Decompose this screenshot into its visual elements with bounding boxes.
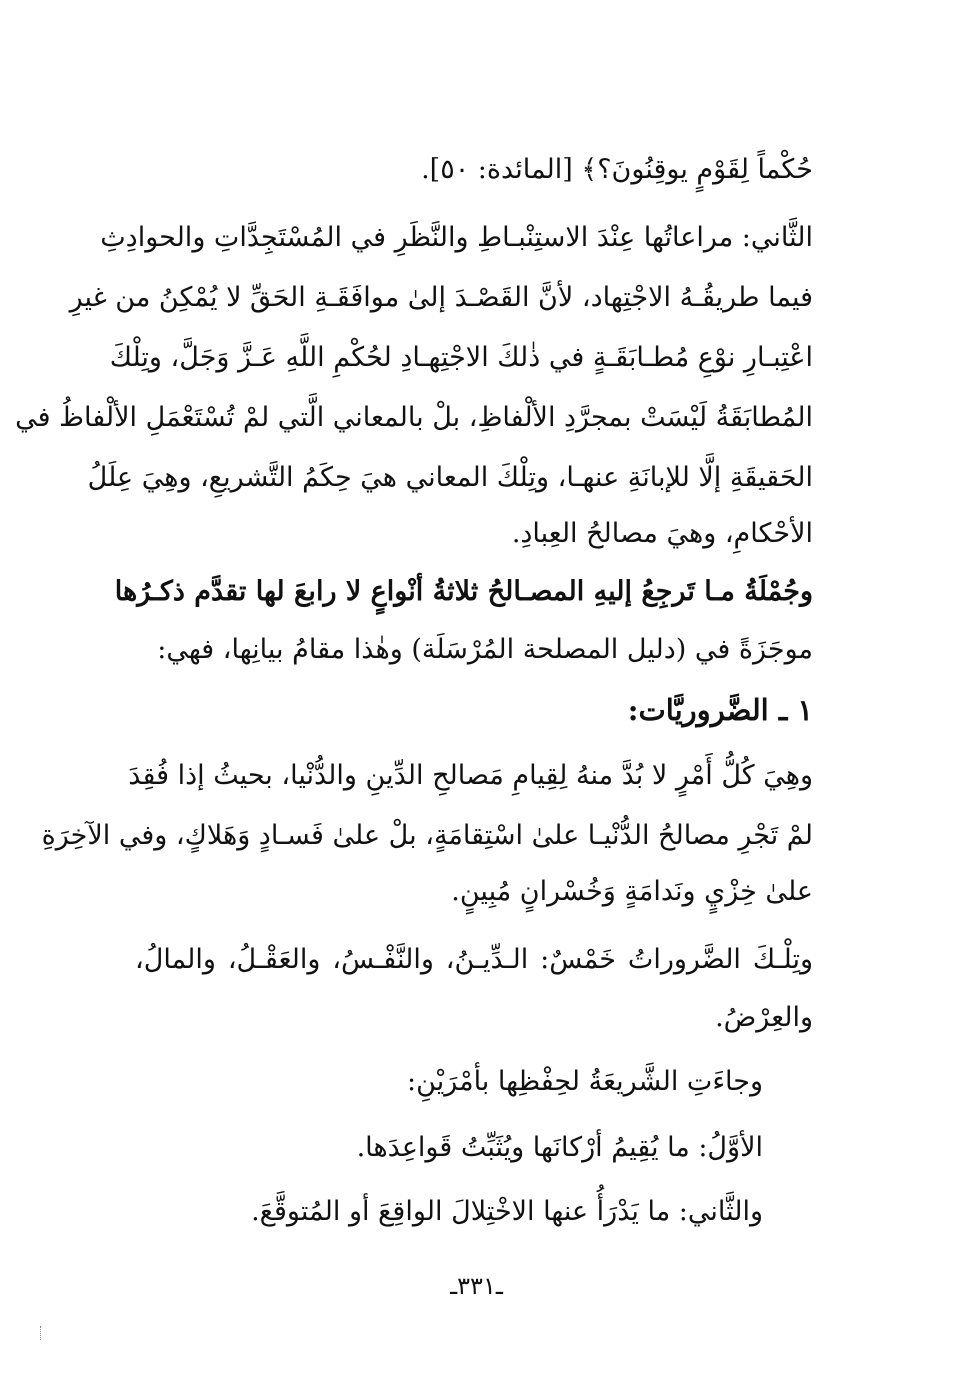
text-line-5: المُطابَقَةُ لَيْسَتْ بمجرَّدِ الألْفاظِ، بلْ بالمعاني الَّتي لمْ تُسْتَعْمَلِ الألْفاظُ في xyxy=(15,402,813,433)
text-line-2: الثَّاني: مراعاتُها عِنْدَ الاستِنْبـاطِ والنَّظَرِ في المُسْتَجِدَّاتِ والحوادِثِ xyxy=(100,222,813,253)
text-line-15: والعِرْضُ. xyxy=(715,1002,813,1033)
text-line-13: علىٰ خِزْيٍ ونَدامَةٍ وَخُسْرانٍ مُبِينٍ. xyxy=(451,876,813,907)
text-line-3: فيما طريقُـهُ الاجْتِهاد، لأنَّ القَصْـدَ إلىٰ موافَقَـةِ الحَقِّ لا يُمْكِنُ من غيرِ xyxy=(69,282,813,313)
page-number: ـ٣٣١ـ xyxy=(450,1272,503,1300)
text-line-12: لمْ تَجْرِ مصالحُ الدُّنْيـا علىٰ اسْتِقامَةٍ، بلْ علىٰ فَسـادٍ وَهَلاكٍ، وفي الآخِرَةِ xyxy=(41,820,813,851)
scan-edge-mark xyxy=(40,1326,43,1340)
text-line-16: وجاءَتِ الشَّريعَةُ لحِفْظِها بأمْرَيْنِ: xyxy=(407,1066,763,1097)
text-line-17: الأوَّلُ: ما يُقِيمُ أرْكانَها ويُثَبِّتُ قَواعِدَها. xyxy=(356,1132,763,1163)
section-heading: ١ ـ الضَّروريَّات: xyxy=(627,693,813,727)
text-line-11: وهِيَ كُلُّ أَمْرٍ لا بُدَّ منهُ لِقِيامِ مَصالحِ الدِّينِ والدُّنْيا، بحيثُ إذا فُقِدَ xyxy=(128,760,813,791)
text-line-14: وتِلْـكَ الضَّروراتُ خَمْسٌ: الـدِّيـنُ، والنَّفْـسُ، والعَقْـلُ، والمالُ، xyxy=(135,944,813,975)
text-line-9: موجَزَةً في (دليل المصلحة المُرْسَلَة) وهٰذا مقامُ بيانِها، فهي: xyxy=(157,634,813,665)
text-line-4: اعْتِبـارِ نوْعِ مُطـابَقَـةٍ في ذٰلكَ الاجْتِهـادِ لحُكْمِ اللَّهِ عَـزَّ وَجَلَّ، وتِلْكَ xyxy=(109,342,813,373)
text-line-1: حُكْماً لِقَوْمٍ يوقِنُونَ؟﴾ [المائدة: ٥٠]. xyxy=(421,154,813,185)
text-line-7: الأحْكامِ، وهيَ مصالحُ العِبادِ. xyxy=(511,518,813,549)
text-line-6: الحَقيقَةِ إلَّا للإبانَةِ عنهـا، وتِلْكَ المعاني هيَ حِكَمُ التَّشريعِ، وهِيَ عِلَلُ xyxy=(87,462,813,493)
text-line-18: والثَّاني: ما يَدْرَأُ عنها الاخْتِلالَ الواقِعَ أو المُتوقَّعَ. xyxy=(251,1196,763,1227)
text-line-8: وجُمْلَةُ مـا تَرجِعُ إليهِ المصـالحُ ثلاثةُ أنْواعٍ لا رابعَ لها تقدَّم ذكـرُها xyxy=(114,576,813,607)
